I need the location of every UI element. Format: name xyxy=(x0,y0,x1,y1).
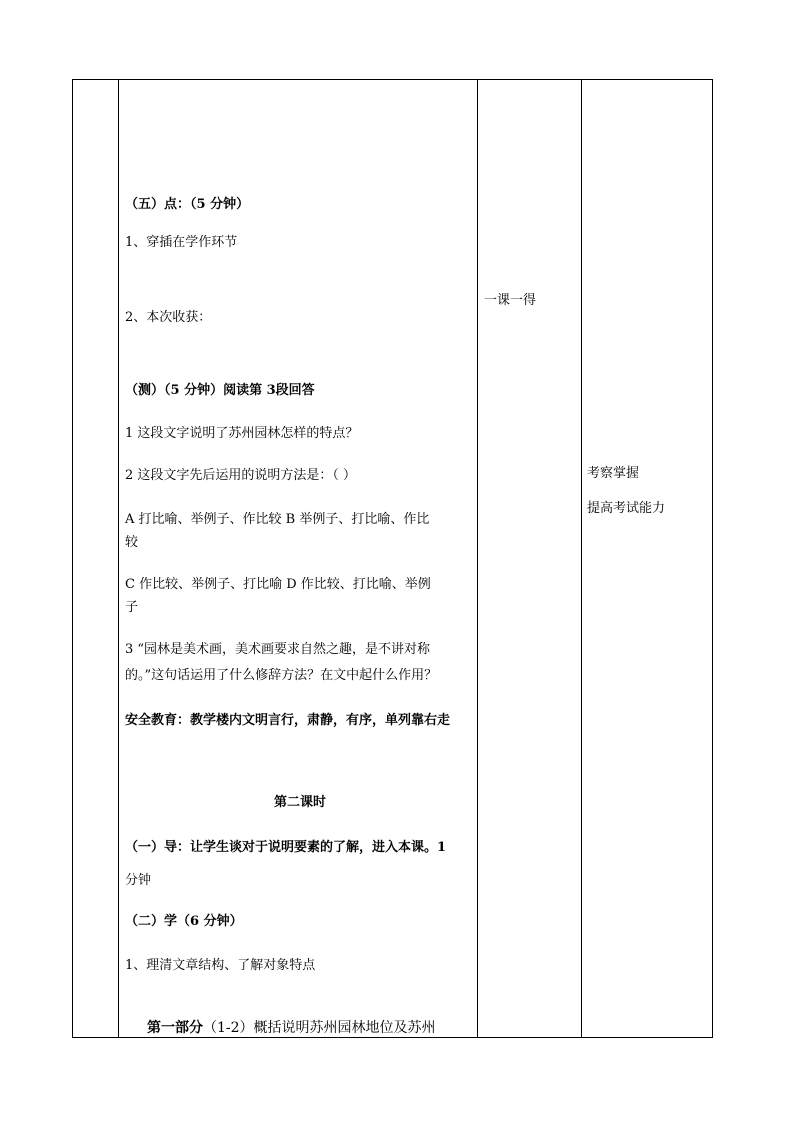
part-1-label: 第一部分 xyxy=(147,1020,203,1036)
options-ab-line1: A 打比喻、举例子、作比较 B 举例子、打比喻、作比 xyxy=(125,512,430,527)
part-1-line xyxy=(147,1016,436,1040)
part-1-description: （1-2）概括说明苏州园林地位及苏州 xyxy=(203,1020,436,1036)
design-intent-line1: 考察掌握 xyxy=(587,466,640,481)
question-1: 1 这段文字说明了苏州园林怎样的特点？ xyxy=(125,426,359,441)
design-intent-line2: 提高考试能力 xyxy=(587,501,666,516)
options-cd-line1: C 作比较、举例子、打比喻 D 作比较、打比喻、举例 xyxy=(125,577,431,592)
column-divider-1 xyxy=(118,80,119,1037)
one-lesson-one-gain: 一课一得 xyxy=(484,293,537,308)
section-dao-text: （一）导：让学生谈对于说明要素的了解，进入本课。1 xyxy=(125,840,447,855)
section-ce: （测）（5 分钟）阅读第 3段回答 xyxy=(125,383,315,398)
question-3-line1: 3 “园林是美术画，美术画要求自然之趣，是不讲对称 xyxy=(125,642,431,657)
column-divider-3 xyxy=(581,80,582,1037)
question-2: 2 这段文字先后运用的说明方法是：（ ） xyxy=(125,468,357,483)
column-divider-2 xyxy=(477,80,478,1037)
safety-education: 安全教育：教学楼内文明言行，肃静，有序，单列靠右走 xyxy=(125,713,451,728)
dian-item-2: 2、本次收获： xyxy=(125,310,212,325)
section-wu-dian: （五）点：（5 分钟） xyxy=(125,197,250,212)
question-3-line2: 的。”这句话运用了什么修辞方法？在文中起什么作用？ xyxy=(125,668,438,683)
lesson-2-title: 第二课时 xyxy=(273,795,326,810)
options-ab-line2: 较 xyxy=(125,535,139,550)
section-xue: （二）学（6 分钟） xyxy=(125,914,243,929)
lesson-plan-table xyxy=(72,79,713,1038)
options-cd-line2: 子 xyxy=(125,600,139,615)
section-dao-line2: 分钟 xyxy=(125,873,152,888)
section-dao-line1 xyxy=(125,836,446,860)
xue-item-1: 1、理清文章结构、了解对象特点 xyxy=(125,958,316,973)
dian-item-1: 1、穿插在学作环节 xyxy=(125,235,238,250)
